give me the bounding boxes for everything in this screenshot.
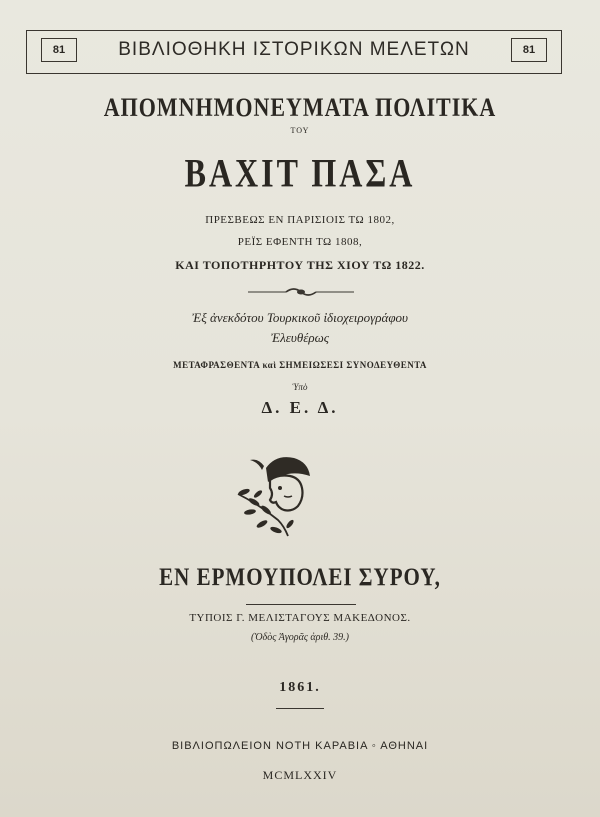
title-article: ΤΟΥ (290, 126, 310, 135)
subtitle-line-3: ΚΑΙ ΤΟΠΟΤΗΡΗΤΟΥ ΤΗΣ ΧΙΟΥ ΤΩ 1822. (175, 258, 425, 272)
publisher-name: ΒΙΒΛΙΟΠΩΛΕΙΟΝ ΝΟΤΗ ΚΑΡΑΒΙΑ ◦ ΑΘΗΝΑΙ (171, 740, 429, 752)
publisher-year: MCMLXXIV (262, 768, 338, 782)
description-line-3: ΜΕΤΑΦΡΑΣΘΕΝΤΑ καὶ ΣΗΜΕΙΩΣΕΣΙ ΣΥΝΟΔΕΥΘΕΝΤΑ (173, 360, 427, 370)
imprint-rule (246, 604, 356, 605)
ornament-divider-icon (246, 286, 356, 298)
description-line-2: Ἐλευθέρως (270, 330, 330, 345)
imprint-address: (Ὁδὸς Ἀγορᾶς ἀριθ. 39.) (251, 632, 349, 643)
by-label: Ὑπὸ (292, 382, 308, 392)
imprint-place: ΕΝ ΕΡΜΟΥΠΟΛΕΙ ΣΥΡΟΥ, (159, 562, 441, 591)
series-banner (26, 30, 562, 74)
series-title: ΒΙΒΛΙΟΘΗΚΗ ΙΣΤΟΡΙΚΩΝ ΜΕΛΕΤΩΝ (118, 39, 470, 60)
description-line-1: Ἐξ ἀνεκδότου Τουρκικοῦ ἰδιοχειρογράφου (191, 310, 408, 325)
main-title: ΑΠΟΜΝΗΜΟΝΕΥΜΑΤΑ ΠΟΛΙΤΙΚΑ (103, 92, 497, 122)
helmeted-head-emblem-icon (228, 446, 328, 546)
year-rule (276, 708, 324, 709)
imprint-year: 1861. (279, 680, 321, 695)
author-initials: Δ. Ε. Δ. (261, 398, 339, 417)
series-number-right: 81 (511, 38, 547, 62)
imprint-printer: ΤΥΠΟΙΣ Γ. ΜΕΛΙΣΤΑΓΟΥΣ ΜΑΚΕΔΟΝΟΣ. (189, 612, 411, 624)
subtitle-line-2: ΡΕΪΣ ΕΦΕΝΤΗ ΤΩ 1808, (237, 236, 363, 248)
subject-name: ΒΑΧΙΤ ΠΑΣΑ (184, 150, 416, 195)
series-number-left: 81 (41, 38, 77, 62)
subtitle-line-1: ΠΡΕΣΒΕΩΣ ΕΝ ΠΑΡΙΣΙΟΙΣ ΤΩ 1802, (205, 214, 395, 226)
